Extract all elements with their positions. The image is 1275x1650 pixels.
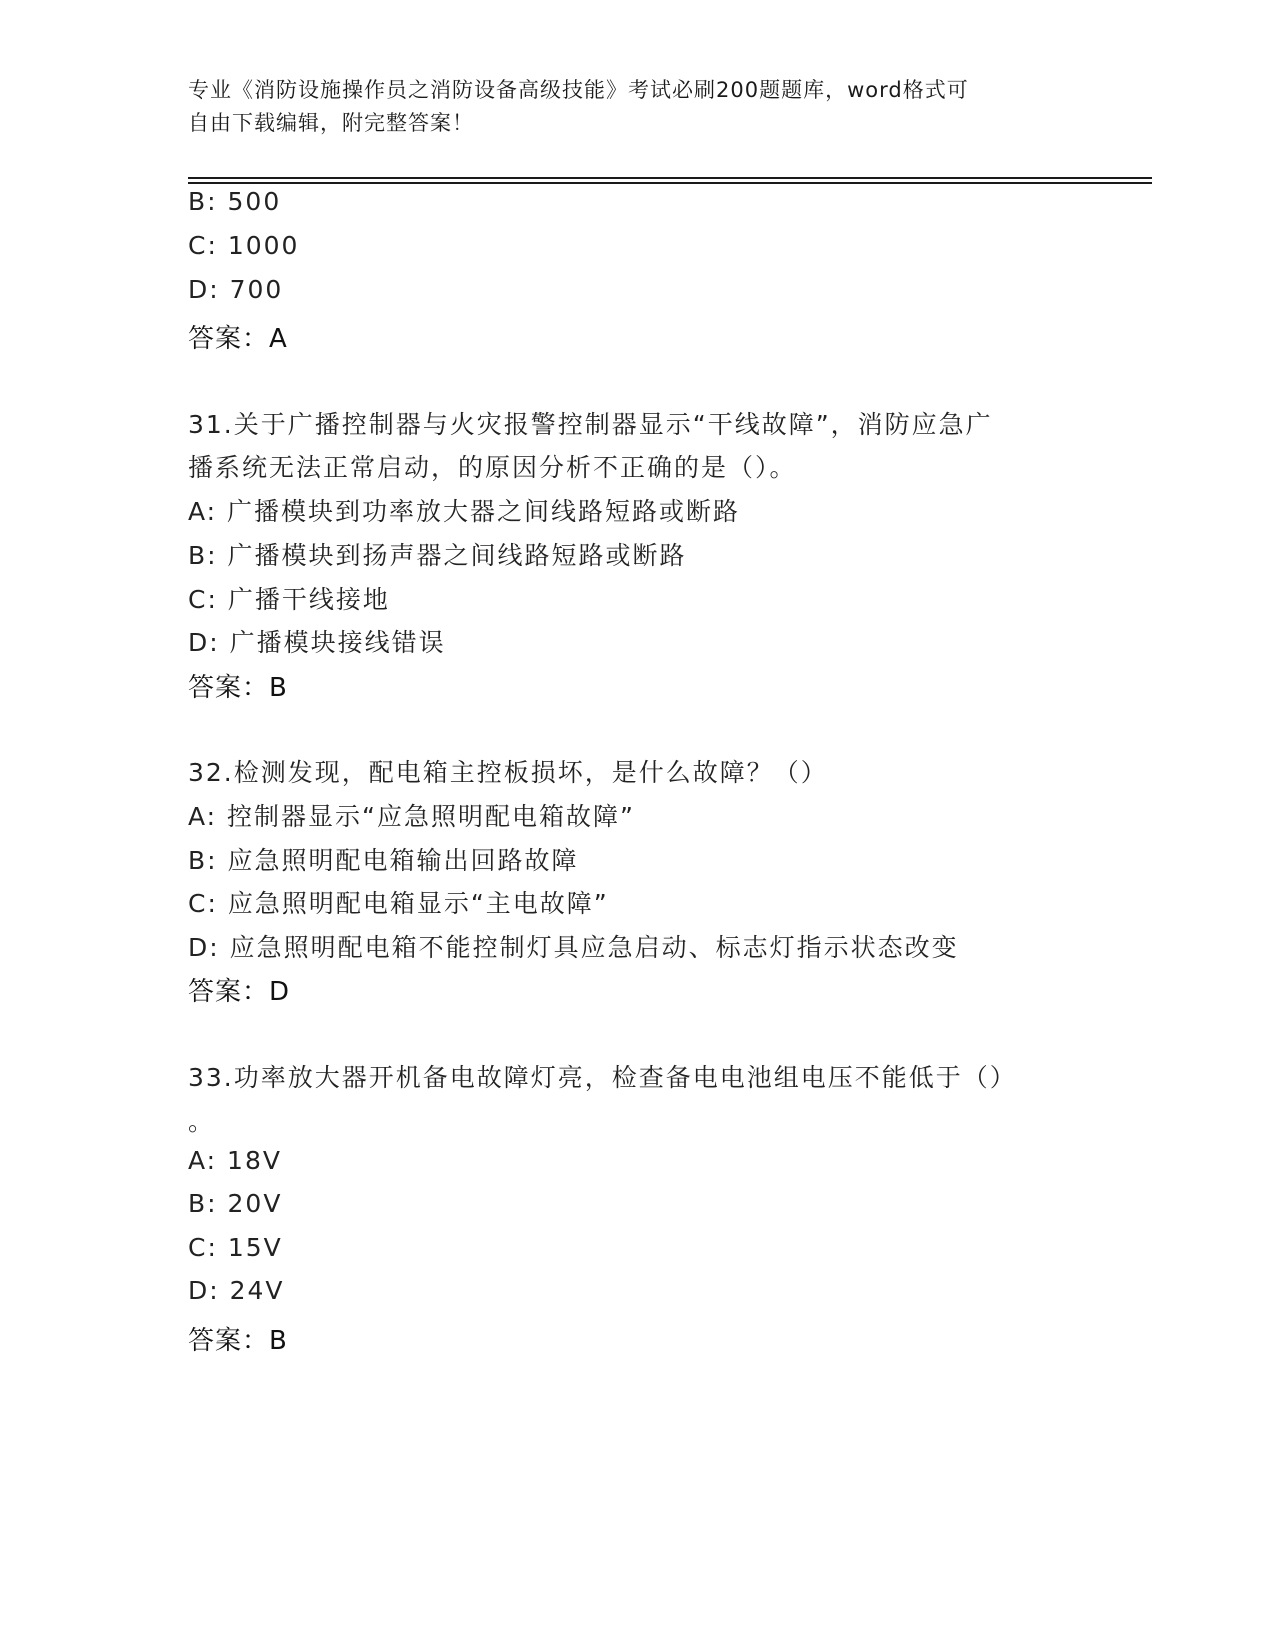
question-32-line: 32.检测发现，配电箱主控板损坏，是什么故障？（）: [188, 758, 828, 787]
question-33-line-1: 33.功率放大器开机备电故障灯亮，检查备电电池组电压不能低于（）: [188, 1063, 1017, 1092]
option-b-line: B: 应急照明配电箱输出回路故障: [188, 846, 579, 875]
option-a-line: A: 控制器显示“应急照明配电箱故障”: [188, 802, 635, 831]
option-d-line: D: 700: [188, 275, 284, 304]
question-31-line-2: 播系统无法正常启动，的原因分析不正确的是（）。: [188, 453, 797, 482]
option-a-line: A: 18V: [188, 1146, 282, 1175]
option-d-line: D: 应急照明配电箱不能控制灯具应急启动、标志灯指示状态改变: [188, 933, 959, 962]
answer-line: 答案：D: [188, 977, 291, 1007]
option-d-line: D: 广播模块接线错误: [188, 628, 446, 657]
question-31-line-1: 31.关于广播控制器与火灾报警控制器显示“干线故障”，消防应急广: [188, 410, 993, 439]
answer-line: 答案：B: [188, 1326, 288, 1356]
option-c-line: C: 应急照明配电箱显示“主电故障”: [188, 889, 609, 918]
option-b-line: B: 广播模块到扬声器之间线路短路或断路: [188, 541, 687, 570]
answer-line: 答案：A: [188, 324, 288, 354]
option-a-line: A: 广播模块到功率放大器之间线路短路或断路: [188, 497, 741, 526]
answer-line: 答案：B: [188, 673, 288, 703]
option-c-line: C: 15V: [188, 1233, 283, 1262]
header-divider-bottom: [188, 182, 1152, 184]
header-divider-top: [188, 177, 1152, 179]
header-line-1: 专业《消防设施操作员之消防设备高级技能》考试必刷200题题库，word格式可: [188, 78, 969, 102]
option-c-line: C: 广播干线接地: [188, 585, 390, 614]
header-line-2: 自由下载编辑，附完整答案！: [188, 111, 474, 135]
option-b-line: B: 20V: [188, 1189, 283, 1218]
option-c-line: C: 1000: [188, 231, 300, 260]
question-33-line-2: 。: [188, 1107, 216, 1136]
option-b-line: B: 500: [188, 187, 282, 216]
option-d-line: D: 24V: [188, 1276, 285, 1305]
document-header: [188, 74, 1068, 140]
